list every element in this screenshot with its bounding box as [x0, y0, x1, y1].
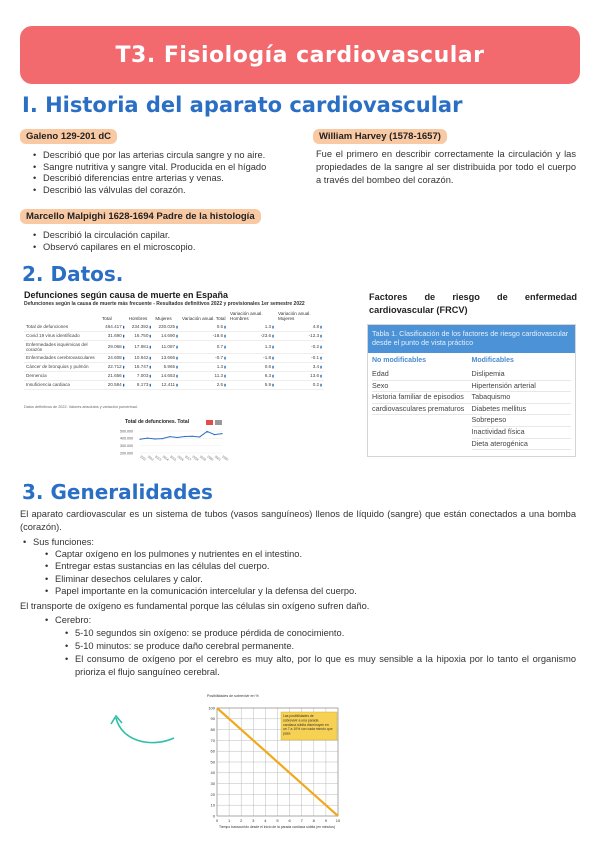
x-tick-label: 10 [335, 818, 341, 823]
list-item: • Sangre nutritiva y sangre vital. Producida en el hígado [32, 162, 312, 174]
table-cell: 22.712 ▮ [100, 362, 127, 371]
list-item: • 5-10 segundos sin oxígeno: se produce pérdida de conocimiento. [64, 627, 576, 640]
table-cell: Total de defunciones [24, 322, 100, 331]
table-header: Variación anual. Mujeres [278, 311, 311, 321]
table-cell: 11.3 ▮ [180, 371, 228, 380]
x-tick-label: 4 [264, 818, 267, 823]
table-header-row [24, 310, 324, 322]
table-cell: 5.965 ▮ [153, 362, 180, 371]
table-cell: 0.5 ▮ [180, 322, 228, 331]
x-tick-label: 3 [252, 818, 255, 823]
mini-x-tick: 2011 [139, 454, 148, 462]
list-item: • El consumo de oxígeno por el cerebro es muy alto, por lo que es muy sensible a la hipoxia por lo tanto el organismo prioriza el flujo sanguíneo cerebral. [64, 653, 576, 679]
frcv-caption: Tabla 1. Clasificación de los factores de riesgo cardiovascular desde el punto de vista práctico [368, 325, 575, 353]
frcv-modificables [472, 357, 572, 450]
annotation-text: Las posibilidades de sobrevivir a una parada cardíaca súbita disminuyen en un 7 a 10% con cada minuto que pasa [283, 714, 333, 736]
title-banner [20, 26, 580, 84]
mini-chart-title: Total de defunciones. Total [125, 419, 189, 425]
table-cell: -0.1 ▮ [276, 353, 324, 362]
mini-point [192, 436, 193, 437]
mini-point [154, 438, 155, 439]
mini-point [177, 437, 178, 438]
table-cell: 1.3 ▮ [228, 340, 276, 353]
list-item: • Describió las válvulas del corazón. [32, 185, 312, 197]
section-heading-historia: I. Historia del aparato cardiovascular [22, 93, 463, 117]
survival-chart [205, 692, 375, 842]
mini-point [206, 431, 207, 432]
table-cell: 234.392 ▮ [127, 322, 154, 331]
y-tick-label: 100 [208, 705, 215, 711]
y-axis-label: Posibilidades de sobrevivir en % [207, 694, 259, 698]
list-item: • Eliminar desechos celulares y calor. [44, 573, 564, 585]
y-tick-label: 40 [210, 770, 215, 776]
mini-y-tick: 500.000 [120, 429, 133, 434]
harvey-text: Fue el primero en describir correctamente la circulación y las propiedades de la sangre al ser distribuida por todo el cuerpo a través del bombeo del corazón. [316, 149, 576, 185]
table-cell: Insuficiencia cardiaca [24, 380, 100, 389]
mini-x-tick: 2020 [206, 454, 215, 462]
frcv-table [367, 324, 576, 457]
table-cell: 6.3 ▮ [228, 371, 276, 380]
defunciones-table [24, 310, 324, 390]
mini-point [199, 436, 200, 437]
cerebro-list [44, 614, 564, 626]
table-header: Variación anual. Hombres [230, 311, 263, 321]
harvey-label: William Harvey (1578-1657) [313, 129, 447, 144]
malpighi-list [32, 230, 312, 253]
table-cell: 4.8 ▮ [276, 322, 324, 331]
table-header: Mujeres [155, 316, 172, 321]
y-tick-label: 10 [210, 802, 215, 808]
table-row [24, 322, 324, 331]
table-row [24, 340, 324, 353]
table-cell: Enfermedades isquémicas del corazón [24, 340, 100, 353]
table-cell: 29.068 ▮ [100, 340, 127, 353]
table-cell: 13.666 ▮ [153, 353, 180, 362]
table-cell: Demencia [24, 371, 100, 380]
table-cell: 17.981 ▮ [127, 340, 154, 353]
section-heading-generalidades: 3. Generalidades [22, 480, 213, 504]
table-cell: -18.6 ▮ [180, 331, 228, 340]
table-cell: -0.2 ▮ [276, 340, 324, 353]
mini-y-tick: 400.000 [120, 436, 133, 441]
frcv-item: Inactividad física [472, 427, 572, 439]
badge-icon [206, 420, 213, 425]
table-cell: Covid 19 virus identificado [24, 331, 100, 340]
x-tick-label: 7 [300, 818, 303, 823]
list-item: • Observó capilares en el microscopio. [32, 242, 312, 254]
generalidades-intro: El aparato cardiovascular es un sistema de tubos (vasos sanguíneos) llenos de líquido (sangre) que están conectados a una bomba (corazón). [20, 509, 576, 532]
table-header: Total [102, 316, 112, 321]
table-cell: 10.942 ▮ [127, 353, 154, 362]
x-tick-label: 5 [276, 818, 279, 823]
table-cell: -0.7 ▮ [180, 353, 228, 362]
table-cell: 0.6 ▮ [228, 362, 276, 371]
frcv-item: cardiovasculares prematuros [372, 404, 472, 416]
mini-series-line [140, 431, 222, 439]
mini-point [214, 434, 215, 435]
page-title: T3. Fisiología cardiovascular [115, 42, 485, 68]
y-tick-label: 80 [210, 727, 215, 732]
table-cell: 12.411 ▮ [153, 380, 180, 389]
table-cell: 16.747 ▮ [127, 362, 154, 371]
table-cell: 8.173 ▮ [127, 380, 154, 389]
frcv-item: Sexo [372, 381, 472, 393]
frcv-col2-header: Modificables [471, 357, 514, 364]
list-item: • 5-10 minutos: se produce daño cerebral permanente. [64, 640, 576, 653]
frcv-title-line2: cardiovascular (FRCV) [369, 305, 468, 315]
table-row [24, 353, 324, 362]
galeno-list [32, 150, 312, 196]
x-tick-label: 0 [215, 818, 219, 823]
x-tick-label: 6 [288, 818, 291, 823]
table-cell: 16.750 ▮ [127, 331, 154, 340]
table-cell: 24.608 ▮ [100, 353, 127, 362]
frcv-item: Dieta aterogénica [472, 439, 572, 451]
frcv-item: Hipertensión arterial [472, 381, 572, 393]
table-cell: Enfermedades cerebrovasculares [24, 353, 100, 362]
chart-icon [215, 420, 222, 425]
list-item: • Describió que por las arterias circula sangre y no aire. [32, 150, 312, 162]
y-tick-label: 60 [210, 748, 215, 754]
mini-x-tick: 2016 [176, 454, 185, 462]
y-tick-label: 20 [210, 791, 215, 797]
y-tick-label: 0 [212, 813, 215, 819]
table-cell: 1.3 ▮ [228, 322, 276, 331]
table-cell: 11.087 ▮ [153, 340, 180, 353]
table-row [24, 371, 324, 380]
mini-y-tick: 200.000 [120, 451, 133, 456]
list-item: • Captar oxígeno en los pulmones y nutrientes en el intestino. [44, 548, 564, 560]
mini-y-tick: 300.000 [120, 443, 133, 448]
x-tick-label: 9 [324, 818, 328, 823]
y-tick-label: 70 [210, 737, 215, 743]
mini-x-tick: 2021 [213, 454, 222, 462]
y-tick-label: 30 [210, 781, 215, 786]
table-cell: 21.656 ▮ [100, 371, 127, 380]
table-cell: 5.9 ▮ [228, 380, 276, 389]
mini-point [169, 436, 170, 437]
table-cell: -1.8 ▮ [228, 353, 276, 362]
frcv-item: Dislipemia [472, 369, 572, 381]
y-tick-label: 90 [210, 716, 215, 722]
section-heading-datos: 2. Datos. [22, 262, 124, 286]
funciones-sublist [44, 548, 564, 598]
mini-point [221, 433, 222, 434]
list-item: • Entregar estas sustancias en las células del cuerpo. [44, 560, 564, 572]
table-cell: 1.3 ▮ [180, 362, 228, 371]
funciones-list [22, 536, 562, 548]
table-cell: 13.6 ▮ [276, 371, 324, 380]
table-cell: 0.7 ▮ [180, 340, 228, 353]
mini-x-tick: 2014 [161, 454, 170, 462]
frcv-item: Diabetes mellitus [472, 404, 572, 416]
table-cell: 20.584 ▮ [100, 380, 127, 389]
mini-line-chart [118, 417, 230, 469]
table-cell: 464.417 ▮ [100, 322, 127, 331]
defunciones-title: Defunciones según causa de muerte en España [24, 290, 229, 300]
table-header: Hombres [128, 316, 148, 321]
mini-point [162, 438, 163, 439]
frcv-item: Historia familiar de episodios [372, 392, 472, 404]
transporte-text: El transporte de oxígeno es fundamental porque las células sin oxígeno sufren daño. [20, 601, 370, 611]
table-cell: Cáncer de bronquios y pulmón [24, 362, 100, 371]
mini-x-tick: 2013 [154, 454, 163, 462]
cerebro-sublist [64, 627, 576, 679]
frcv-title [369, 291, 577, 317]
malpighi-label: Marcello Malpighi 1628-1694 Padre de la histología [20, 209, 261, 224]
x-axis-label: Tiempo transcurrido desde el inicio de la parada cardíaca súbita (en minutos) [219, 825, 335, 829]
table-row [24, 380, 324, 389]
list-item: • Describió diferencias entre arterias y venas. [32, 173, 312, 185]
table-row [24, 362, 324, 371]
mini-x-tick: 2017 [184, 454, 192, 462]
frcv-col1-header: No modificables [372, 357, 427, 364]
list-item: • Describió la circulación capilar. [32, 230, 312, 242]
defunciones-note: Datos definitivos de 2022. Valores absolutos y variación porcentual. [24, 405, 138, 409]
x-tick-label: 8 [312, 818, 315, 823]
list-item: • Papel importante en la comunicación intercelular y la defensa del cuerpo. [44, 585, 564, 597]
mini-x-tick: 2022 [221, 454, 230, 462]
defunciones-subtitle: Defunciones según la causa de muerte más frecuente - Resultados definitivos 2022 y provisionales 1er semestre 2022 [24, 301, 305, 307]
mini-point [139, 439, 140, 440]
table-cell: 7.003 ▮ [127, 371, 154, 380]
mini-point [184, 436, 185, 437]
frcv-item: Tabaquismo [472, 392, 572, 404]
cerebro-label: • Cerebro: [44, 614, 564, 626]
arrow-doodle-icon [108, 708, 178, 748]
frcv-no-modificables [372, 357, 472, 450]
frcv-item: Edad [372, 369, 472, 381]
frcv-title-line1: Factores de riesgo de enfermedad [369, 292, 577, 302]
table-header: Variación anual. Total [182, 316, 226, 321]
mini-x-tick: 2015 [169, 454, 178, 462]
table-cell: 2.5 ▮ [180, 380, 228, 389]
y-tick-label: 50 [210, 759, 215, 765]
frcv-item: Sobrepeso [472, 415, 572, 427]
funciones-label: • Sus funciones: [22, 536, 562, 548]
table-cell: 14.653 ▮ [153, 371, 180, 380]
table-header [24, 310, 100, 322]
table-cell: 31.690 ▮ [100, 331, 127, 340]
table-cell: 0.2 ▮ [276, 380, 324, 389]
table-cell: -12.3 ▮ [276, 331, 324, 340]
x-tick-label: 1 [227, 818, 231, 823]
x-tick-label: 2 [240, 818, 243, 823]
table-cell: 3.4 ▮ [276, 362, 324, 371]
mini-x-tick: 2018 [191, 454, 200, 462]
mini-x-tick: 2012 [146, 454, 155, 462]
table-cell: -23.6 ▮ [228, 331, 276, 340]
mini-point [147, 438, 148, 439]
mini-x-tick: 2019 [199, 454, 207, 462]
table-cell: 14.690 ▮ [153, 331, 180, 340]
table-cell: 230.025 ▮ [153, 322, 180, 331]
table-row [24, 331, 324, 340]
galeno-label: Galeno 129-201 dC [20, 129, 117, 144]
